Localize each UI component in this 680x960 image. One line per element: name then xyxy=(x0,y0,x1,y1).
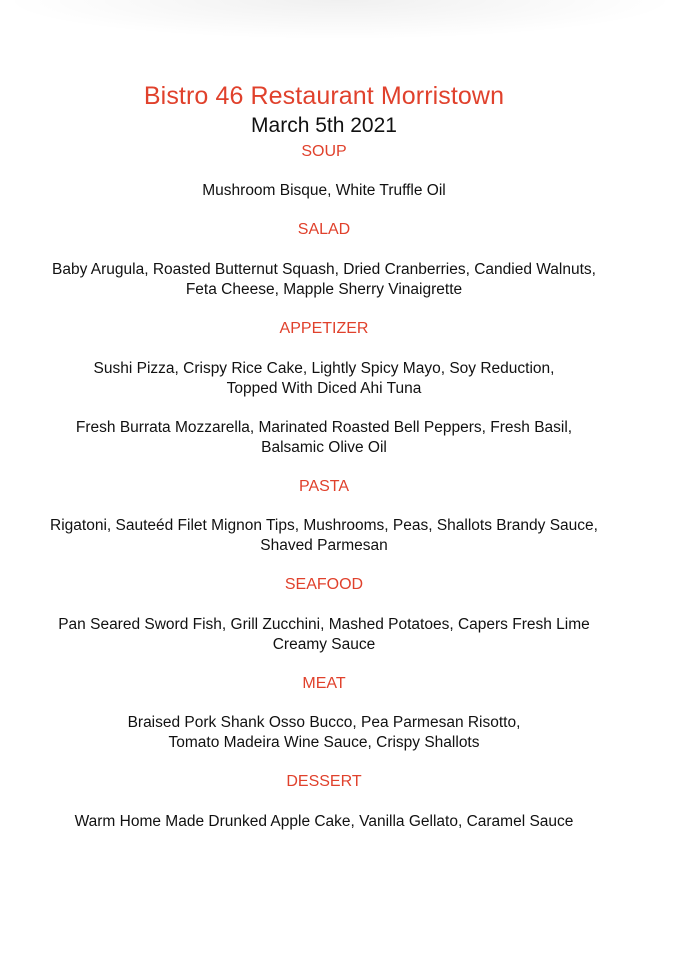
dish-line: Tomato Madeira Wine Sauce, Crispy Shallots xyxy=(168,734,480,751)
section-heading-meat: MEAT xyxy=(302,675,346,692)
dish-line: Feta Cheese, Mapple Sherry Vinaigrette xyxy=(185,281,463,298)
dish-line: Fresh Burrata Mozzarella, Marinated Roasted Bell Peppers, Fresh Basil, xyxy=(75,419,573,436)
dish-line: Rigatoni, Sauteéd Filet Mignon Tips, Mushrooms, Peas, Shallots Brandy Sauce, xyxy=(50,517,598,534)
section-heading-appetizer: APPETIZER xyxy=(279,320,369,337)
section-heading-salad: SALAD xyxy=(297,221,351,238)
dish-line: Creamy Sauce xyxy=(272,636,376,653)
dish-line: Baby Arugula, Roasted Butternut Squash, Dried Cranberries, Candied Walnuts, xyxy=(52,261,596,278)
dish-line: Topped With Diced Ahi Tuna xyxy=(226,380,422,397)
section-heading-seafood: SEAFOOD xyxy=(284,576,364,593)
dish-line: Pan Seared Sword Fish, Grill Zucchini, Mashed Potatoes, Capers Fresh Lime xyxy=(58,616,590,633)
dish-pasta-1 xyxy=(0,516,648,556)
section-heading-pasta: PASTA xyxy=(298,478,350,495)
dish-appetizer-1 xyxy=(0,359,648,399)
top-shadow xyxy=(0,0,680,40)
dish-dessert-1 xyxy=(0,812,648,832)
dish-meat-1 xyxy=(0,713,648,753)
dish-line: Braised Pork Shank Osso Bucco, Pea Parmesan Risotto, xyxy=(127,714,521,731)
section-heading-soup: SOUP xyxy=(301,143,347,160)
dish-line: Mushroom Bisque, White Truffle Oil xyxy=(202,182,446,199)
dish-appetizer-2 xyxy=(0,418,648,458)
dish-salad-1 xyxy=(0,260,648,300)
dish-line: Shaved Parmesan xyxy=(260,537,388,554)
dish-seafood-1 xyxy=(0,615,648,655)
dish-line: Warm Home Made Drunked Apple Cake, Vanilla Gellato, Caramel Sauce xyxy=(74,813,574,830)
dish-line: Sushi Pizza, Crispy Rice Cake, Lightly Spicy Mayo, Soy Reduction, xyxy=(93,360,555,377)
restaurant-title: Bistro 46 Restaurant Morristown xyxy=(143,82,505,110)
dish-soup-1 xyxy=(0,181,648,201)
dish-line: Balsamic Olive Oil xyxy=(261,439,387,456)
section-heading-dessert: DESSERT xyxy=(286,773,362,790)
menu-date: March 5th 2021 xyxy=(251,114,397,137)
